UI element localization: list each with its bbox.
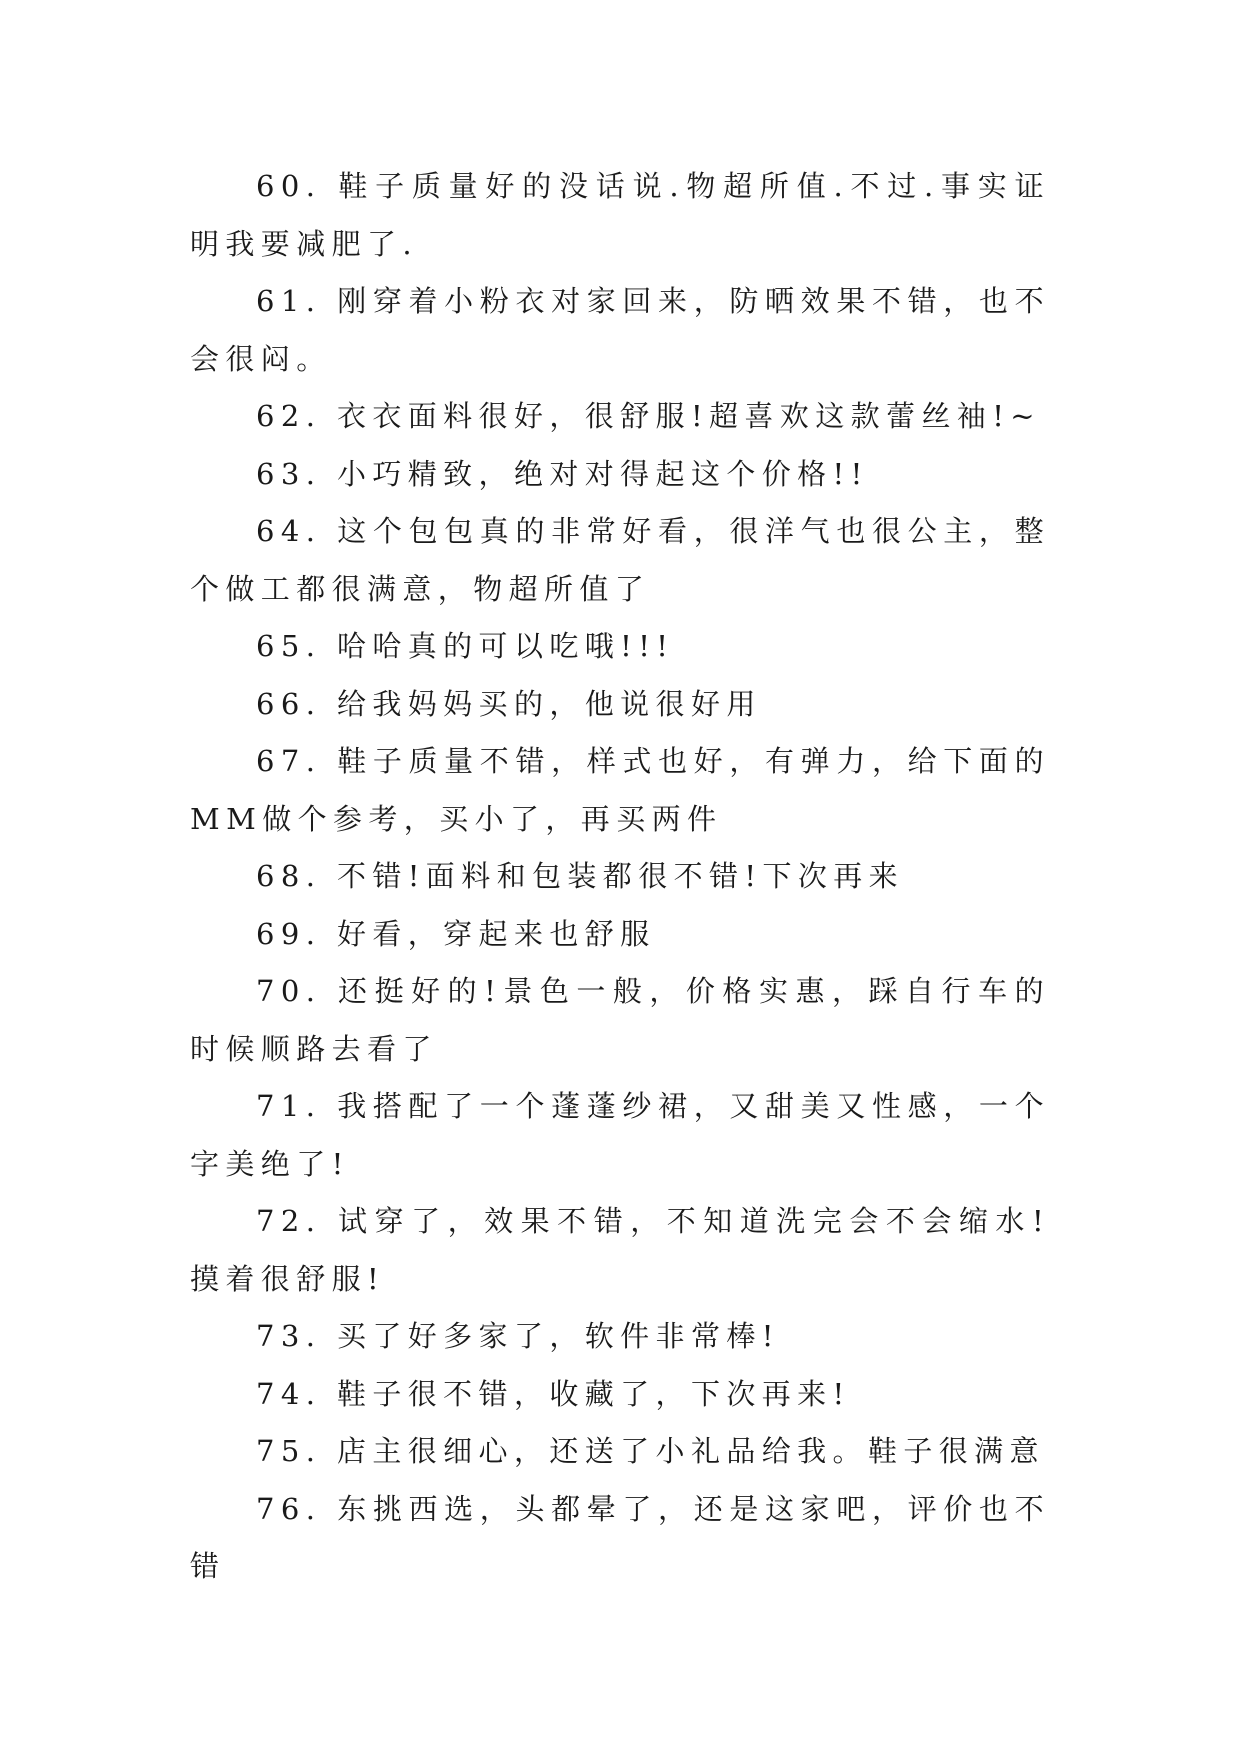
list-item: 61. 刚穿着小粉衣对家回来，防晒效果不错，也不会很闷。 [190, 284, 1050, 376]
list-item: 76. 东挑西选，头都晕了，还是这家吧，评价也不错 [190, 1491, 1050, 1583]
list-item: 75. 店主很细心，还送了小礼品给我。鞋子很满意 [256, 1434, 1045, 1468]
list-item: 62. 衣衣面料很好，很舒服!超喜欢这款蕾丝袖!~ [256, 399, 1041, 433]
list-item: 71. 我搭配了一个蓬蓬纱裙，又甜美又性感，一个字美绝了! [190, 1089, 1050, 1181]
list-item: 73. 买了好多家了，软件非常棒! [256, 1319, 780, 1353]
list-item: 64. 这个包包真的非常好看，很洋气也很公主，整个做工都很满意，物超所值了 [190, 514, 1050, 606]
list-item: 60. 鞋子质量好的没话说.物超所值.不过.事实证明我要减肥了. [190, 169, 1050, 261]
review-list [190, 158, 1050, 1596]
list-item: 74. 鞋子很不错，收藏了，下次再来! [256, 1376, 851, 1411]
list-item: 66. 给我妈妈买的，他说很好用 [256, 686, 762, 721]
list-item: 63. 小巧精致，绝对对得起这个价格!! [256, 456, 869, 491]
list-item: 68. 不错!面料和包装都很不错!下次再来 [256, 859, 905, 893]
list-item: 69. 好看，穿起来也舒服 [256, 916, 656, 951]
list-item: 67. 鞋子质量不错，样式也好，有弹力，给下面的MM做个参考，买小了，再买两件 [190, 744, 1050, 836]
list-item: 65. 哈哈真的可以吃哦!!! [256, 629, 675, 663]
list-item: 72. 试穿了，效果不错，不知道洗完会不会缩水!摸着很舒服! [190, 1204, 1050, 1296]
list-item: 70. 还挺好的!景色一般，价格实惠，踩自行车的时候顺路去看了 [190, 974, 1050, 1066]
